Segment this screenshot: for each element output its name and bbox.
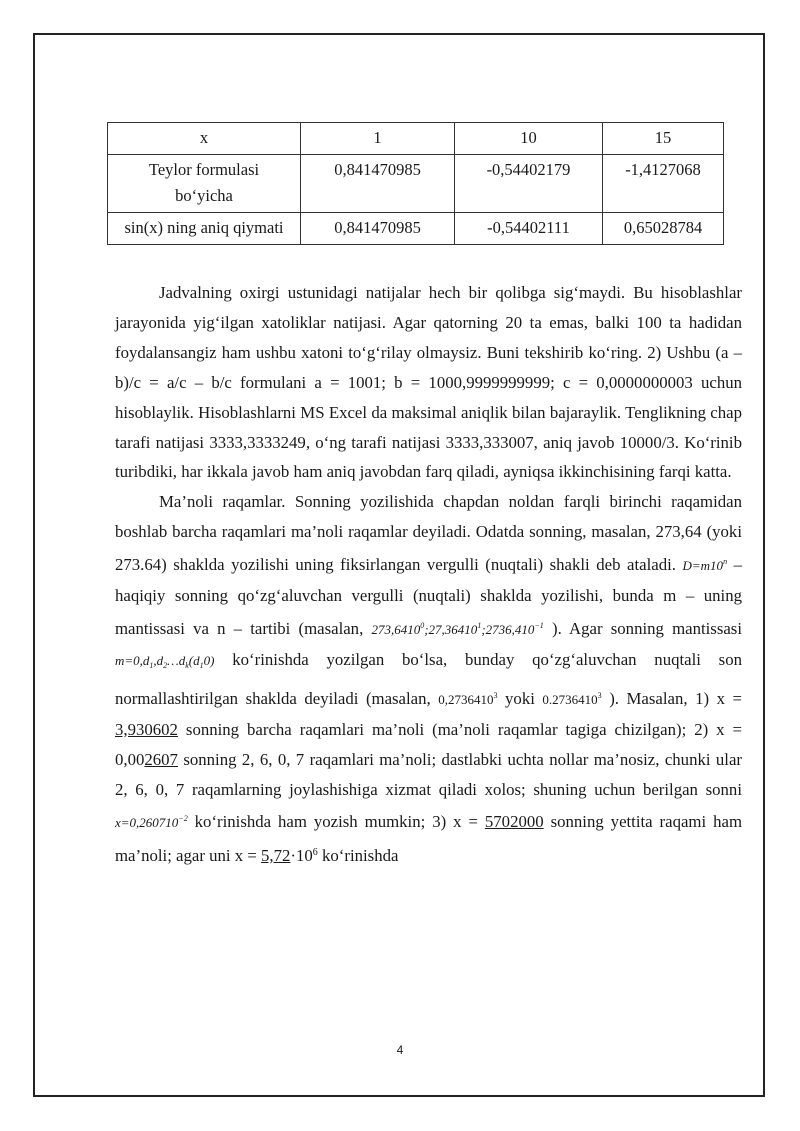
table-cell: 0,841470985 [301, 213, 455, 245]
formula: $273,6410^0;27,36410^1;2736,410^{-1}$ [371, 620, 544, 637]
row-label: sin(x) ning aniq qiymati [108, 213, 301, 245]
text-run: sonning barcha raqamlari ma’noli (ma’noli raqamlar tagiga chizilgan); 2) x = 0,00 [115, 719, 742, 769]
page-number: 4 [396, 1043, 404, 1057]
underlined-number: 3,930602 [115, 719, 178, 739]
text-run: Ma’noli raqamlar. Sonning yozilishida chapdan noldan farqli birinchi raqamidan boshlab barcha raqamlari ma’noli raqamlar deyiladi. Odatda sonning, masalan, 273,64 (yoki 273.64) shaklda yozilishi uning fiksirlangan vergulli (nuqtali) shakli deb ataladi. [115, 492, 742, 575]
underlined-number: 5,72 [261, 846, 291, 866]
text-run: – haqiqiy sonning qo‘zg‘aluvchan vergulli (nuqtali) shaklda yozilishi, bunda m – uning mantissasi va n – tartibi (masalan, [115, 555, 742, 638]
formula: 0.2736410$^3$ [542, 690, 602, 707]
formula: 0,2736410$^3$ [438, 690, 498, 707]
table-cell: 0,841470985 [301, 155, 455, 213]
formula: $m=0,d_1,d_2\dots d_k(d_10)$ [115, 652, 215, 670]
header-cell: 1 [301, 123, 455, 155]
row-label-line: Teylor formulasi [148, 160, 260, 179]
table-row [108, 213, 724, 245]
text-run: ·10 [290, 846, 313, 866]
text-run: ). Agar sonning mantissasi [552, 618, 743, 638]
header-cell: 10 [455, 123, 603, 155]
values-table [107, 122, 724, 245]
underlined-number: 2607 [144, 749, 178, 769]
text-run: ko‘rinishda ham yozish mumkin; 3) x = [194, 812, 478, 832]
table-row [108, 155, 724, 213]
underlined-number: 5702000 [484, 812, 544, 832]
row-label-line: bo‘yicha [175, 186, 233, 205]
paragraph: Jadvalning oxirgi ustunidagi natijalar hech bir qolibga sig‘maydi. Bu hisoblashlar jarayonida yig‘ilgan xatoliklar natijasi. Agar qatorning 20 ta emas, balki 100 ta hadidan foydalansangiz ham ushbu xatoni to‘g‘rilay olmaysiz. Buni tekshirib ko‘ring. 2) Ushbu (a – b)/c = a/c – b/c formulani a = 1001; b = 1000,9999999999; c = 0,0000000003 uchun hisoblaylik. Hisoblashlarni MS Excel da maksimal aniqlik bilan bajaraylik. Tenglikning chap tarafi natijasi 3333,3333249, o‘ng tarafi natijasi 3333,333007, aniq javob 10000/3. Ko‘rinib turibdiki, har ikkala javob ham aniq javobdan farq qiladi, ayniqsa ikkinchisining farqi katta. [115, 283, 742, 482]
text-run: ko‘rinishda [321, 846, 399, 866]
table-cell: -0,54402179 [455, 155, 603, 213]
table-cell: 0,65028784 [603, 213, 724, 245]
table-cell: -1,4127068 [603, 155, 724, 213]
table-header-row [108, 123, 724, 155]
text-run: sonning 2, 6, 0, 7 raqamlari ma’noli; dastlabki uchta nollar ma’nosiz, chunki ular 2, 6, 0, 7 raqamlarning joylashishiga xizmat qiladi xolos; shuning uchun berilgan sonni [115, 749, 742, 799]
formula: $x=0,260710^{-2}$ [115, 814, 188, 831]
header-cell: x [108, 123, 301, 155]
body-text [115, 278, 742, 871]
exponent: 6 [312, 847, 318, 859]
table-cell: -0,54402111 [455, 213, 603, 245]
text-run: ). Masalan, 1) x = [609, 688, 742, 708]
formula: $D=m10^n$ [682, 557, 728, 574]
header-cell: 15 [603, 123, 724, 155]
text-run: ko‘rinishda yozilgan bo‘lsa, bunday qo‘zg‘aluvchan nuqtali son normallashtirilgan shaklda deyiladi (masalan, [115, 649, 742, 708]
row-label [108, 155, 301, 213]
text-run: yoki [505, 688, 535, 708]
paragraph [115, 487, 742, 871]
text-run: sonning yettita raqami ham ma’noli; agar uni x = [115, 812, 742, 866]
